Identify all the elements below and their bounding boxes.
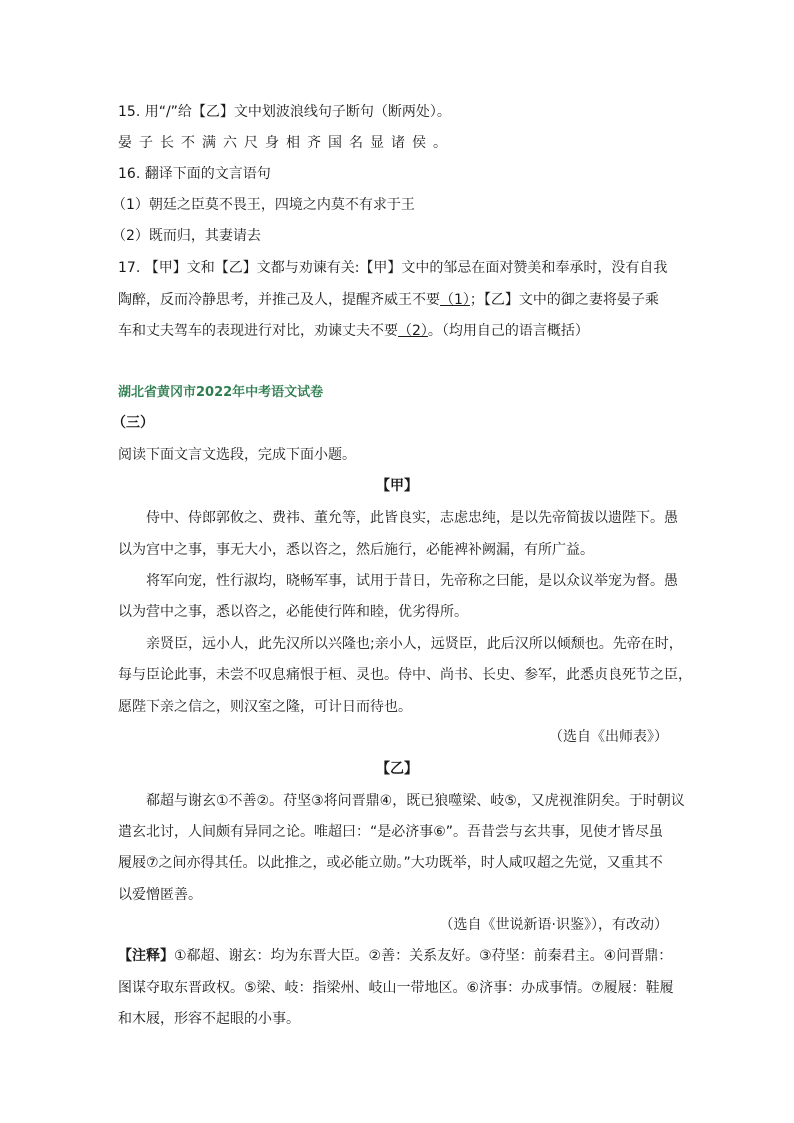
question-15-prompt: 15. 用“/”给【乙】文中划波浪线句子断句（断两处）。 [118, 104, 451, 120]
instruction: 阅读下面文言文选段，完成下面小题。 [118, 447, 356, 463]
q17-line2-pre: 陶醉，反而冷静思考，并推己及人，提醒齐威王不要 [118, 292, 440, 308]
yi-line-4: 以爱憎匿善。 [118, 887, 202, 903]
notes-text-1: ①郗超、谢玄：均为东晋大臣。②善：关系友好。③苻坚：前秦君主。④问晋鼎： [174, 948, 673, 964]
jia-citation: （选自《出师表》） [549, 729, 668, 745]
question-16-prompt: 16. 翻译下面的文言语句 [118, 166, 271, 182]
q17-blank-2: （2） [398, 323, 428, 339]
jia-line-6: 每与臣论此事，未尝不叹息痛恨于桓、灵也。侍中、尚书、长史、参军，此悉贞良死节之臣， [118, 667, 692, 683]
jia-line-5: 亲贤臣，远小人，此先汉所以兴隆也;亲小人，远贤臣，此后汉所以倾颓也。先帝在时， [146, 636, 683, 652]
q17-line3-pre: 车和丈夫驾车的表现进行对比，劝谏丈夫不要 [118, 323, 398, 339]
jia-line-1: 侍中、侍郎郭攸之、费祎、董允等，此皆良实，志虑忠纯，是以先帝简拔以遗陛下。愚 [146, 510, 678, 526]
question-17-line-2 [118, 290, 659, 310]
question-16-item-1: （1）朝廷之臣莫不畏王，四境之内莫不有求于王 [112, 197, 415, 213]
jia-line-2: 以为宫中之事，事无大小，悉以咨之，然后施行，必能裨补阙漏，有所广益。 [118, 542, 594, 558]
notes-line-2: 图谋夺取东晋政权。⑤梁、岐：指梁州、岐山一带地区。⑥济事：办成事情。⑦履屐：鞋履 [118, 980, 674, 996]
question-17-line-1: 17. 【甲】文和【乙】文都与劝谏有关:【甲】文中的邹忌在面对赞美和奉承时，没有自我 [118, 260, 668, 276]
notes-line-1 [118, 946, 672, 966]
jia-line-4: 以为营中之事，悉以咨之，必能使行阵和睦，优劣得所。 [118, 604, 468, 620]
jia-heading: 【甲】 [376, 478, 418, 494]
source-title: 湖北省黄冈市2022年中考语文试卷 [118, 385, 324, 400]
section-number: （三） [112, 415, 154, 431]
q17-line2-post: ；【乙】文中的御之妻将晏子乘 [469, 292, 659, 308]
q17-line3-post: 。（均用自己的语言概括） [427, 323, 589, 339]
jia-line-7: 愿陛下亲之信之，则汉室之隆，可计日而待也。 [118, 699, 412, 715]
yi-line-1: 郗超与谢玄①不善②。苻坚③将问晋鼎④，既已狼噬梁、岐⑤，又虎视淮阴矣。于时朝议 [146, 793, 685, 809]
yi-citation: （选自《世说新语·识鉴》），有改动） [439, 917, 668, 933]
yi-heading: 【乙】 [376, 761, 418, 777]
question-17-line-3 [118, 321, 589, 341]
yi-line-2: 遣玄北讨，人间颇有异同之论。唯超曰：“是必济事⑥”。吾昔尝与玄共事，见使才皆尽虽 [118, 824, 664, 840]
jia-line-3: 将军向宠，性行淑均，晓畅军事，试用于昔日，先帝称之曰能，是以众议举宠为督。愚 [146, 573, 678, 589]
yi-line-3: 履屐⑦之间亦得其任。以此推之，或必能立勋。”大功既举，时人咸叹超之先觉，又重其不 [118, 855, 663, 871]
q17-blank-1: （1） [440, 292, 470, 308]
notes-line-3: 和木屐，形容不起眼的小事。 [118, 1011, 300, 1027]
question-16-item-2: （2）既而归，其妻请去 [112, 228, 261, 244]
notes-label: 【注释】 [118, 948, 174, 964]
question-15-sentence: 晏子长不满六尺身相齐国名显诸侯。 [118, 135, 454, 151]
